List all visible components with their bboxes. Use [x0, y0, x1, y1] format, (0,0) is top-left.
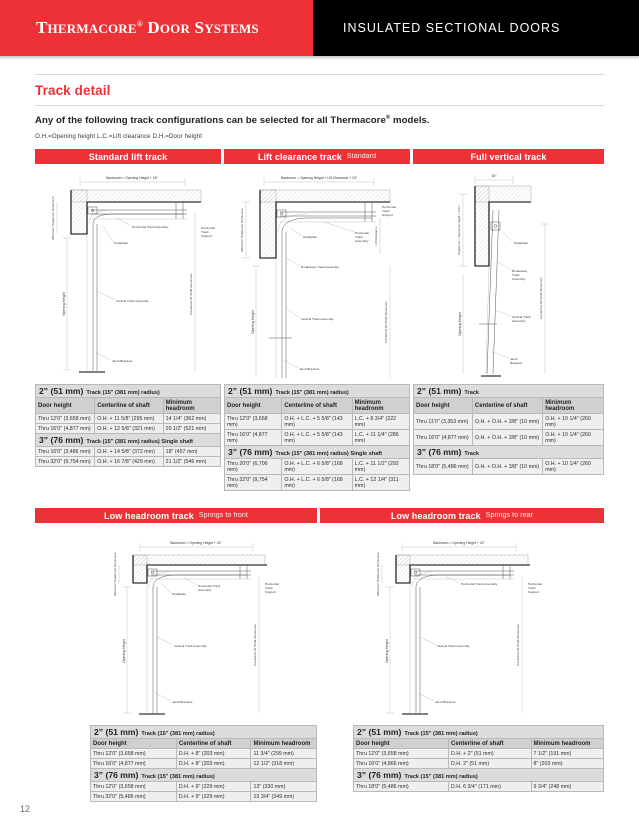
dim-opening-height-label: Opening Height: [458, 312, 462, 336]
cell-door-height: Thru 16'0" (4,877 mm): [414, 430, 473, 446]
table-wrap-low-headroom-front: [35, 725, 317, 802]
table-low-headroom-rear: [353, 725, 604, 792]
cell-headroom: O.H. + 10 1/4" (260 mm): [543, 459, 604, 475]
cell-headroom: L.C. + 11 1/2" (292 mm): [352, 459, 409, 475]
cell-headroom: 14 1/4" (362 mm): [163, 414, 220, 424]
table-wrap-lift-clearance: [224, 384, 410, 491]
table-row: [91, 782, 317, 792]
size-header-row: [91, 726, 317, 739]
cell-door-height: Thru 16'0" (4,877 mm): [225, 430, 282, 446]
cell-door-height: Thru 16'0" (3,486 mm): [36, 447, 95, 457]
label-horizontal-track-support: Horizontal Track Support: [201, 226, 215, 239]
label-horizontal-track-assembly: Horizontal Track Assembly: [198, 584, 221, 593]
page-body: [0, 60, 639, 802]
bottom-table-row: [35, 725, 604, 802]
table-row: [91, 759, 317, 769]
intro-tail: models.: [390, 115, 430, 127]
label-horizontal-track-assembly: Horizontal Track Assembly: [132, 225, 169, 230]
ceiling-hatch: [71, 190, 201, 202]
dim-lift-clearance-label: Lift Clearance: [374, 226, 378, 246]
label-headplate: Headplate: [303, 235, 318, 240]
size-label: 2” (51 mm): [417, 386, 462, 397]
dim-minimum-headroom-label: Minimum Headroom Dimension: [51, 196, 55, 240]
dim-minimum-headroom: [240, 202, 250, 258]
cell-centerline: O.H. + O.H. + 3/8" (10 mm): [472, 459, 542, 475]
dim-18-inch-label: 18": [491, 174, 497, 179]
label-jamb-brackets: Jamb Brackets: [299, 367, 320, 372]
col-headroom: Minimum headroom: [352, 398, 409, 414]
brand-s: S: [194, 18, 205, 37]
dim-backroom-label: Backroom = Opening Height + 18": [106, 176, 158, 181]
leader-hta: [446, 577, 460, 583]
cell-centerline: O.H. + L.C. + 6 5/8" (168 mm): [282, 475, 352, 491]
leader-vta: [420, 637, 436, 645]
dim-opening-height: [385, 587, 394, 713]
band-low-headroom-springs-rear: [320, 508, 604, 523]
size-label: 3” (76 mm): [228, 447, 273, 458]
col-headroom: Minimum headroom: [543, 398, 604, 414]
label-jamb-brackets: Jamb Brackets: [510, 357, 523, 366]
dim-backroom: [140, 541, 253, 551]
dim-centerline-label: Centerline Of Shaft Dimension: [516, 624, 520, 667]
label-jamb-brackets: Jamb Brackets: [112, 359, 133, 364]
cell-door-height: Thru 12'0" (3,658 mm): [91, 749, 177, 759]
table-row: [225, 414, 410, 430]
col-centerline: Centerline of shaft: [449, 739, 532, 749]
size-note: Track (15” (381 mm) radius): [141, 774, 215, 781]
dim-centerline-label: Centerline Of Shaft Dimension: [384, 301, 388, 344]
size-note: Track (15” (381 mm) radius): [404, 731, 478, 738]
cell-centerline: D.H. + 8" (203 mm): [176, 759, 251, 769]
size-note: Track (15” (381 mm) radius): [141, 731, 215, 738]
label-headplate: Headplate: [514, 241, 529, 246]
cell-headroom: L.C. + 8 3/4" (222 mm): [352, 414, 409, 430]
cell-headroom: 12 1/2" (318 mm): [251, 759, 317, 769]
band-label: Low headroom track: [390, 510, 481, 521]
top-diagram-row: [35, 166, 604, 384]
table-wrap-standard-lift: [35, 384, 221, 491]
bottom-diagram-row: [35, 525, 604, 725]
label-headplate: Headplate: [172, 592, 187, 597]
band-label: Lift clearance track: [257, 151, 342, 162]
cell-centerline: O.H. + L.C. + 5 5/8" (143 mm): [282, 414, 352, 430]
label-horizontal-track-support: Horizontal Track Support: [265, 582, 279, 595]
cell-centerline: O.H. + 11 5/8" (295 mm): [95, 414, 163, 424]
dim-backroom-label: Backroom = Opening Height + Lift Clearance + 24": [280, 176, 358, 181]
brand-hermacore: HERMACORE: [47, 21, 137, 36]
size-header-row: [36, 385, 221, 398]
dim-opening-height: [458, 274, 463, 374]
leader-vta: [157, 637, 173, 645]
dim-centerline-of-shaft: [539, 224, 549, 374]
cell-door-height: Thru 16'0" (4,866 mm): [354, 759, 449, 769]
cell-door-height: Thru 11'0" (3,353 mm): [414, 414, 473, 430]
cell-headroom: 13 3/4" (349 mm): [251, 792, 317, 802]
size-header-row: [414, 385, 604, 398]
label-vertical-track-assembly: Vertical Track Assembly: [512, 315, 531, 324]
dim-backroom: [402, 541, 516, 551]
cell-headroom: L.C. + 12 1/4" (311 mm): [352, 475, 409, 491]
diagram-full-vertical-track: [413, 166, 604, 384]
brand-d: D: [147, 18, 160, 37]
size-header-row: [354, 726, 604, 739]
cell-headroom: O.H. + 10 1/4" (260 mm): [543, 430, 604, 446]
dim-minimum-headroom: [113, 552, 119, 596]
cell-centerline: D.H. + 9" (229 mm): [176, 792, 251, 802]
cell-centerline: D.H. + 8" (203 mm): [176, 749, 251, 759]
page-number: 12: [20, 804, 31, 814]
cell-headroom: 9 3/4" (248 mm): [531, 782, 604, 792]
cell-centerline: O.H. + 12 5/8" (321 mm): [95, 424, 163, 434]
abbreviation-legend: O.H.=Opening height L.C.=Lift clearance D.H.=Door height: [35, 133, 203, 141]
horizontal-track: [151, 565, 251, 579]
dim-centerline-of-shaft: [384, 266, 390, 378]
column-header-row: [414, 398, 604, 414]
size-label: 3” (76 mm): [39, 435, 84, 446]
band-label: Full vertical track: [470, 151, 547, 162]
track-curve-inner: [89, 210, 115, 224]
leader-headplate: [161, 583, 171, 593]
table-row: [225, 430, 410, 446]
cell-headroom: L.C. + 11 1/4" (286 mm): [352, 430, 409, 446]
dim-opening-height-label: Opening Height: [385, 639, 389, 663]
cell-door-height: Thru 32'0" (5,486 mm): [91, 792, 177, 802]
size-note: Track: [464, 451, 480, 458]
dim-minimum-headroom-label: Minimum Headroom Dimension: [240, 208, 244, 252]
band-note: Springs to rear: [485, 512, 534, 520]
band-low-headroom-springs-front: [35, 508, 317, 523]
table-row: [354, 782, 604, 792]
leader-headplate: [503, 232, 513, 242]
table-wrap-full-vertical: [413, 384, 604, 491]
label-breakaway-track-assembly: Breakaway Track Assembly: [301, 265, 339, 270]
cell-headroom: O.H. + 10 1/4" (260 mm): [543, 414, 604, 430]
size-label: 3” (76 mm): [94, 770, 139, 781]
col-door-height: Door height: [414, 398, 473, 414]
size-label: 2” (51 mm): [357, 727, 402, 738]
table-row: [91, 792, 317, 802]
dim-centerline-label: Centerline Of Shaft Dimension: [253, 624, 257, 667]
dim-opening-height: [62, 238, 71, 370]
dim-opening-height: [122, 587, 131, 713]
label-vertical-track-assembly: Vertical Track Assembly: [116, 299, 149, 304]
label-headplate: Headplate: [114, 241, 129, 246]
dim-centerline-of-shaft: [253, 577, 259, 713]
leader-hta: [324, 222, 354, 232]
cell-headroom: 20 1/2" (521 mm): [163, 424, 220, 434]
cell-door-height: Thru 12'0" (3,658 mm): [354, 749, 449, 759]
size-header-row: [354, 769, 604, 782]
masthead-brand-panel: [0, 0, 313, 56]
cell-door-height: Thru 12'0" (3,658 mm): [225, 414, 282, 430]
size-note: Track (15” (381 mm) radius): [404, 774, 478, 781]
masthead-subtitle-panel: [313, 0, 639, 56]
leader-jamb: [95, 352, 111, 360]
bottom-band-row: [35, 508, 604, 523]
size-label: 2” (51 mm): [228, 386, 273, 397]
size-header-row: [91, 769, 317, 782]
dim-opening-height: [251, 266, 260, 378]
column-header-row: [91, 739, 317, 749]
column-header-row: [225, 398, 410, 414]
wall-hatch: [71, 190, 87, 234]
band-label: Standard lift track: [88, 151, 168, 162]
size-label: 2” (51 mm): [94, 727, 139, 738]
cell-door-height: Thru 20'0" (6,706 mm): [225, 459, 282, 475]
registered-icon: ®: [136, 19, 143, 29]
size-label: 3” (76 mm): [357, 770, 402, 781]
headplate-shaft: [151, 571, 154, 574]
headplate-shaft: [494, 225, 497, 228]
table-row: [225, 459, 410, 475]
dim-centerline-of-shaft: [516, 577, 522, 713]
dim-minimum-headroom: [376, 552, 382, 596]
size-note: Track (15” (381 mm) radius): [86, 390, 160, 397]
dim-backroom: [80, 176, 185, 186]
dim-backroom: [264, 176, 374, 186]
cell-centerline: D.H. 2" (51 mm): [449, 759, 532, 769]
leader-headplate: [290, 228, 302, 236]
table-row: [36, 424, 221, 434]
dim-minimum-headroom: [51, 196, 57, 240]
dim-opening-height-label: Opening Height: [62, 292, 66, 316]
table-row: [414, 459, 604, 475]
ceiling-hatch: [260, 190, 390, 202]
label-horizontal-track-assembly: Horizontal Track Assembly: [461, 582, 498, 587]
wall-hatch: [475, 186, 489, 266]
leader-breakaway: [497, 262, 511, 270]
size-label: 2” (51 mm): [39, 386, 84, 397]
cell-centerline: O.H. + 16 7/8" (429 mm): [95, 457, 163, 467]
band-note: Springs to front: [198, 512, 248, 520]
table-row: [225, 475, 410, 491]
table-lift-clearance: [224, 384, 410, 491]
cell-door-height: Thru 16'0" (4,877 mm): [91, 759, 177, 769]
band-standard-lift-track: [35, 149, 221, 164]
cell-centerline: D.H. + 9" (229 mm): [176, 782, 251, 792]
leader-jamb: [418, 693, 434, 701]
brand-logo: [0, 18, 259, 38]
cell-centerline: D.H. + 2" (51 mm): [449, 749, 532, 759]
col-headroom: Minimum headroom: [251, 739, 317, 749]
ceiling-hatch: [133, 555, 265, 565]
brand-t: T: [36, 18, 48, 37]
cell-centerline: O.H. + O.H. + 3/8" (10 mm): [472, 430, 542, 446]
col-headroom: Minimum headroom: [531, 739, 604, 749]
track-curve-outer: [282, 218, 372, 232]
table-wrap-low-headroom-rear: [320, 725, 604, 802]
band-note: Standard: [346, 153, 377, 161]
table-row: [414, 430, 604, 446]
cell-headroom: 8" (203 mm): [531, 759, 604, 769]
cell-door-height: Thru 12'0" (3,658 mm): [91, 782, 177, 792]
brand-ystems: YSTEMS: [204, 21, 259, 36]
cell-centerline: D.H. 6 3/4" (171 mm): [449, 782, 532, 792]
table-standard-lift: [35, 384, 221, 467]
dim-centerline-label: Centerline Of Shaft Dimension: [539, 277, 543, 320]
cell-door-height: Thru 18'0" (5,486 mm): [354, 782, 449, 792]
intro-main: Any of the following track configurations can be selected for all Thermacore: [35, 115, 386, 127]
cell-headroom: 21 1/2" (546 mm): [163, 457, 220, 467]
cell-centerline: O.H. + L.C. + 5 5/8" (143 mm): [282, 430, 352, 446]
leader-hta: [117, 218, 131, 226]
table-row: [354, 759, 604, 769]
col-door-height: Door height: [354, 739, 449, 749]
dim-centerline-label: Centerline Of Shaft Dimension: [189, 273, 193, 316]
leader-jamb: [492, 352, 509, 358]
leader-jamb: [155, 693, 171, 701]
diagram-standard-lift-track: [35, 166, 221, 384]
headplate-shaft: [414, 571, 417, 574]
ceiling-hatch: [396, 555, 528, 565]
label-vertical-track-assembly: Vertical Track Assembly: [174, 644, 207, 649]
leader-headplate: [103, 226, 113, 242]
table-row: [36, 414, 221, 424]
size-label: 3” (76 mm): [417, 447, 462, 458]
leader-vta: [97, 291, 115, 300]
table-row: [414, 414, 604, 430]
leader-vta: [495, 310, 511, 316]
dim-minimum-headroom-label: Minimum Headroom Dimension: [376, 552, 380, 596]
size-note: Track (15” (381 mm) radius): [275, 390, 349, 397]
label-horizontal-track-assembly: Horizontal Track Assembly: [355, 231, 369, 244]
column-header-row: [354, 739, 604, 749]
diagram-low-headroom-springs-front: [35, 525, 317, 725]
size-header-row: [225, 446, 410, 459]
headplate-shaft: [91, 209, 94, 212]
top-band-row: [35, 149, 604, 164]
cell-door-height: Thru 18'0" (5,486 mm): [414, 459, 473, 475]
headplate-shaft: [280, 212, 283, 215]
col-headroom: Minimum headroom: [163, 398, 220, 414]
wall-hatch: [396, 555, 410, 583]
cell-headroom: 13" (330 mm): [251, 782, 317, 792]
leader-vta: [286, 308, 300, 318]
dim-backroom-label: Backroom = Opening Height + 24": [170, 541, 222, 546]
wall-hatch: [133, 555, 147, 583]
page-title: Track detail: [35, 83, 111, 98]
size-note: Track (15” (381 mm) radius) Single shaft: [86, 439, 194, 446]
col-door-height: Door height: [91, 739, 177, 749]
col-centerline: Centerline of shaft: [472, 398, 542, 414]
dim-opening-height-label: Opening Height: [251, 310, 255, 334]
intro-text: [35, 106, 604, 126]
diagram-lift-clearance-track: [224, 166, 410, 384]
size-header-row: [225, 385, 410, 398]
col-door-height: Door height: [36, 398, 95, 414]
cell-headroom: 11 3/4" (299 mm): [251, 749, 317, 759]
col-door-height: Door height: [225, 398, 282, 414]
masthead-subtitle: INSULATED SECTIONAL DOORS: [343, 21, 561, 35]
dim-centerline-of-shaft: [189, 212, 195, 371]
label-jamb-brackets: Jamb Brackets: [435, 700, 456, 705]
cell-centerline: O.H. + L.C. + 6 5/8" (168 mm): [282, 459, 352, 475]
cell-door-height: Thru 16'0" (4,877 mm): [36, 424, 95, 434]
dim-opening-height-label: Opening Height: [122, 639, 126, 663]
size-note: Track: [464, 390, 480, 397]
table-low-headroom-front: [90, 725, 317, 802]
wall-hatch: [260, 190, 276, 258]
brand-oor: OOR: [159, 21, 191, 36]
table-row: [36, 447, 221, 457]
table-row: [36, 457, 221, 467]
intro-registered-icon: ®: [385, 115, 391, 121]
horizontal-track: [280, 202, 376, 222]
label-jamb-brackets: Jamb Brackets: [172, 700, 193, 705]
horizontal-track: [414, 565, 514, 579]
band-full-vertical-track: [413, 149, 604, 164]
label-vertical-track-assembly: Vertical Track Assembly: [437, 644, 470, 649]
col-centerline: Centerline of shaft: [282, 398, 352, 414]
cell-centerline: O.H. + O.H. + 3/8" (10 mm): [472, 414, 542, 430]
cell-door-height: Thru 12'0" (3,658 mm): [36, 414, 95, 424]
table-row: [354, 749, 604, 759]
dim-lift-clearance: [374, 218, 380, 254]
band-label: Low headroom track: [104, 510, 194, 521]
dim-backroom-label: Backroom = Opening Height + 24": [433, 541, 485, 546]
leader-hta: [183, 577, 197, 585]
col-centerline: Centerline of shaft: [176, 739, 251, 749]
col-centerline: Centerline of shaft: [95, 398, 163, 414]
label-horizontal-track-support: Horizontal Track Support: [528, 582, 542, 595]
dim-18-inch: [475, 174, 513, 184]
leader-breakaway: [286, 258, 300, 266]
cell-door-height: Thru 32'0" (9,754 mm): [36, 457, 95, 467]
label-vertical-track-assembly: Vertical Track Assembly: [301, 317, 334, 322]
top-table-row: [35, 384, 604, 491]
table-row: [91, 749, 317, 759]
size-header-row: [36, 434, 221, 447]
cell-centerline: O.H. + 14 5/8" (372 mm): [95, 447, 163, 457]
label-horizontal-track-support: Horizontal Track Support: [382, 205, 396, 218]
band-lift-clearance-track: [224, 149, 410, 164]
cell-headroom: 7 1/2" (191 mm): [531, 749, 604, 759]
cell-headroom: 18" (457 mm): [163, 447, 220, 457]
dim-headroom: [457, 194, 467, 266]
column-header-row: [36, 398, 221, 414]
diagram-low-headroom-springs-rear: [320, 525, 604, 725]
table-full-vertical: [413, 384, 604, 475]
label-breakaway-track-assembly: Breakaway Track Assembly: [512, 269, 528, 282]
size-note: Track (15” (381 mm) radius) Single shaft: [275, 451, 383, 458]
vertical-track-right: [493, 210, 499, 374]
dim-headroom-label: Headroom = Opening Height + 10¼": [457, 205, 461, 256]
cell-door-height: Thru 32'0" (9,754 mm): [225, 475, 282, 491]
masthead: [0, 0, 639, 56]
size-header-row: [414, 446, 604, 459]
dim-minimum-headroom-label: Minimum Headroom Dimension: [113, 552, 117, 596]
